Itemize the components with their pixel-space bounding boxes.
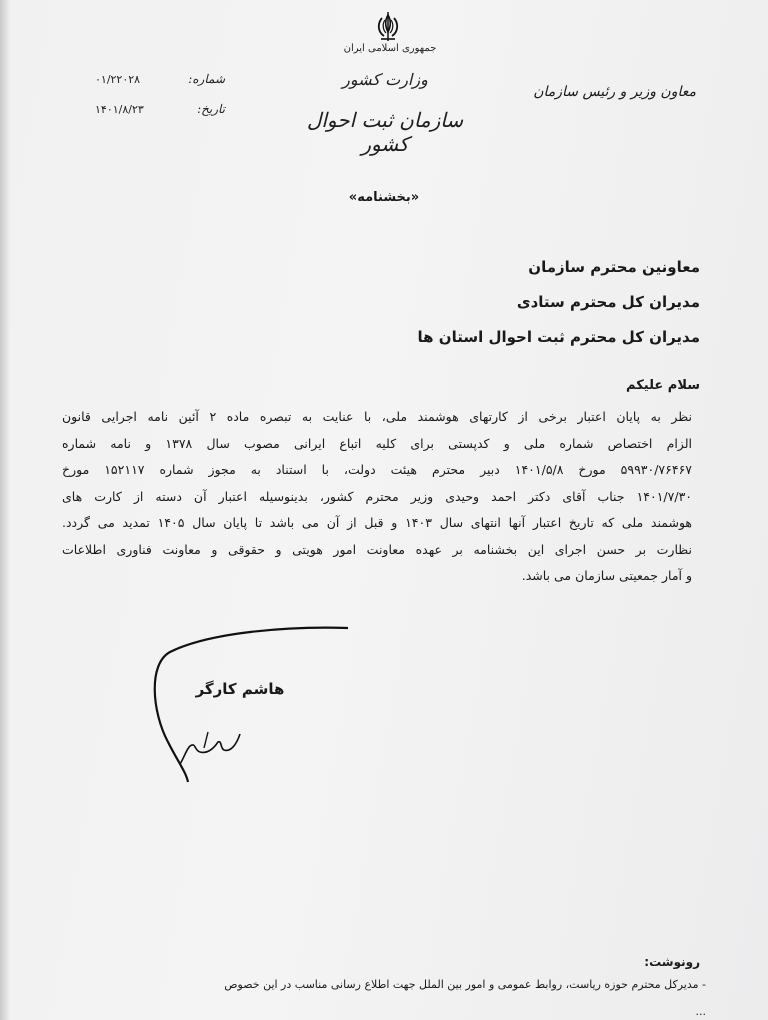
body-line: و آمار جمعیتی سازمان می باشد.: [521, 568, 692, 583]
ministry-name: وزارت کشور: [342, 70, 428, 89]
recipient-line: معاونین محترم سازمان: [528, 258, 700, 276]
handwritten-signature: [178, 728, 248, 768]
recipient-line: مدیران کل محترم ستادی: [516, 293, 700, 311]
recipient-line: مدیران کل محترم ثبت احوال استان ها: [417, 328, 700, 346]
cc-title: رونوشت:: [644, 955, 700, 969]
number-value: ۰۱/۲۲۰۲۸: [95, 72, 141, 86]
letter-body: [62, 404, 692, 590]
page-edge-shadow: [0, 0, 10, 1020]
letter-number-row: [95, 64, 225, 94]
body-line: الزام اختصاص شماره ملی و کدپستی برای کلیه اتباع ایرانی مصوب سال ۱۳۷۸ و نامه شماره: [62, 435, 692, 451]
sender-office: معاون وزیر و رئیس سازمان: [533, 84, 696, 100]
signature-flourish: [140, 622, 360, 792]
salutation: سلام علیکم: [626, 378, 700, 393]
number-label: شماره:: [188, 72, 225, 86]
body-line: ۱۴۰۱/۷/۳۰ جناب آقای دکتر احمد وحیدی وزیر محترم کشور، بدینوسیله اعتبار آن دسته از کارت های: [62, 488, 692, 504]
date-value: ۱۴۰۱/۸/۲۳: [95, 102, 144, 116]
letter-meta: [95, 64, 225, 124]
body-line: نظارت بر حسن اجرای این بخشنامه بر عهده معاونت امور هویتی و حقوقی و معاونت فناوری اطلاعات: [62, 541, 692, 557]
cc-line: ...: [695, 1005, 706, 1018]
cc-line: - مدیرکل محترم حوزه ریاست، روابط عمومی و امور بین الملل جهت اطلاع رسانی مناسب در این خصوص: [224, 978, 706, 991]
organization-name: سازمان ثبت احوال کشور: [306, 108, 464, 156]
signer-name: هاشم کارگر: [195, 680, 285, 698]
republic-caption: جمهوری اسلامی ایران: [343, 43, 437, 54]
date-label: تاریخ:: [197, 102, 225, 116]
body-line: ۵۹۹۳۰/۷۶۴۶۷ مورخ ۱۴۰۱/۵/۸ دبیر محترم هیئت دولت، با استناد به مجوز شماره ۱۵۲۱۱۷ مورخ: [62, 462, 692, 477]
body-line: نظر به پایان اعتبار برخی از کارتهای هوشمند ملی، با عنایت به تبصره ماده ۲ آئین نامه اجرایی قانون: [62, 409, 692, 424]
letter-date-row: [95, 94, 225, 124]
body-line: هوشمند ملی که تاریخ اعتبار آنها انتهای سال ۱۴۰۳ و قبل از آن می باشد تا پایان سال ۱۴۰۵ تمدید می گردد.: [62, 515, 692, 530]
document-type: «بخشنامه»: [348, 190, 420, 205]
iran-emblem-icon: [373, 12, 403, 44]
